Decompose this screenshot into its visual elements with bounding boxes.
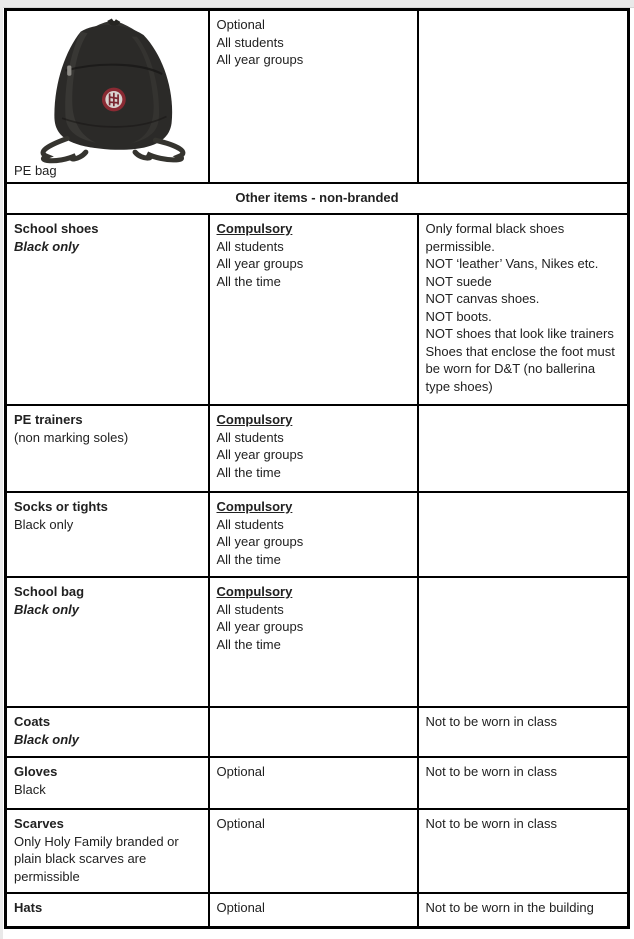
cell-gloves-item — [6, 757, 209, 809]
cell-school-bag-notes — [418, 577, 629, 707]
cell-school-shoes-notes — [418, 214, 629, 405]
requirement-lines: All students All year groups All the time — [216, 516, 304, 567]
item-title: Hats — [14, 900, 43, 915]
item-title: PE trainers — [14, 412, 83, 427]
cell-socks-requirement — [209, 492, 418, 577]
cell-pe-trainers-requirement — [209, 405, 418, 492]
notes-lines: Not to be worn in class — [425, 816, 558, 831]
cell-coats-requirement — [209, 707, 418, 757]
cell-pe-bag-item — [6, 10, 209, 184]
cell-coats-item — [6, 707, 209, 757]
item-title: School bag — [14, 584, 85, 599]
cell-socks-notes — [418, 492, 629, 577]
cell-scarves-notes — [418, 809, 629, 893]
item-subtitle: (non marking soles) — [14, 429, 129, 445]
pe-bag-photo — [28, 18, 198, 164]
item-title: Socks or tights — [14, 499, 108, 514]
uniform-items-table — [4, 8, 630, 929]
table-row-socks-or-tights — [6, 492, 629, 577]
cell-hats-requirement — [209, 893, 418, 928]
page-margin-top — [0, 0, 634, 8]
table-row-pe-trainers — [6, 405, 629, 492]
item-subtitle: Black only — [14, 516, 74, 532]
notes-lines: Only formal black shoes permissible. NOT ‘leather’ Vans, Nikes etc. NOT suede NOT canvas shoes. NOT boots. NOT shoes that look like trainers Shoes that enclose the foot must be worn for D&T (no ballerina type shoes) — [425, 221, 615, 394]
cell-pe-bag-notes — [418, 10, 629, 184]
table-row-section-header — [6, 183, 629, 214]
item-subtitle: Black only — [14, 238, 80, 254]
requirement-lead: Compulsory — [216, 221, 293, 236]
item-title: Scarves — [14, 816, 64, 831]
requirement-lines: All students All year groups — [216, 34, 304, 67]
table-row-pe-bag — [6, 10, 629, 184]
requirement-lead: Compulsory — [216, 584, 293, 599]
requirement-lines: All students All year groups All the time — [216, 429, 304, 480]
requirement-lead: Compulsory — [216, 412, 293, 427]
item-title: School shoes — [14, 221, 99, 236]
item-subtitle: Only Holy Family branded or plain black scarves are permissible — [14, 833, 179, 884]
notes-lines: Not to be worn in class — [425, 764, 558, 779]
requirement-lead: Optional — [216, 900, 265, 915]
cell-school-bag-requirement — [209, 577, 418, 707]
table-row-hats — [6, 893, 629, 928]
requirement-lead: Optional — [216, 17, 265, 32]
notes-lines: Not to be worn in class — [425, 714, 558, 729]
item-subtitle: Black only — [14, 731, 80, 747]
cell-pe-trainers-notes — [418, 405, 629, 492]
page-margin-left — [0, 0, 3, 939]
requirement-lead: Optional — [216, 816, 265, 831]
table-row-gloves — [6, 757, 629, 809]
table-row-school-shoes — [6, 214, 629, 405]
cell-hats-item — [6, 893, 209, 928]
table-row-scarves — [6, 809, 629, 893]
cell-school-bag-item — [6, 577, 209, 707]
item-subtitle: Black — [14, 781, 46, 797]
item-title: Coats — [14, 714, 51, 729]
table-row-coats — [6, 707, 629, 757]
cell-gloves-requirement — [209, 757, 418, 809]
cell-school-shoes-requirement — [209, 214, 418, 405]
cell-hats-notes — [418, 893, 629, 928]
cell-gloves-notes — [418, 757, 629, 809]
requirement-lead: Optional — [216, 764, 265, 779]
pe-bag-caption: PE bag — [14, 162, 57, 178]
cell-school-shoes-item — [6, 214, 209, 405]
table-row-school-bag — [6, 577, 629, 707]
requirement-lines: All students All year groups All the time — [216, 238, 304, 289]
requirement-lead: Compulsory — [216, 499, 293, 514]
cell-scarves-item — [6, 809, 209, 893]
section-header: Other items - non-branded — [6, 183, 629, 214]
cell-scarves-requirement — [209, 809, 418, 893]
cell-coats-notes — [418, 707, 629, 757]
requirement-lines: All students All year groups All the time — [216, 601, 304, 652]
cell-pe-bag-requirement — [209, 10, 418, 184]
cell-socks-item — [6, 492, 209, 577]
item-title: Gloves — [14, 764, 58, 779]
item-subtitle: Black only — [14, 601, 80, 617]
cell-pe-trainers-item — [6, 405, 209, 492]
notes-lines: Not to be worn in the building — [425, 900, 594, 915]
